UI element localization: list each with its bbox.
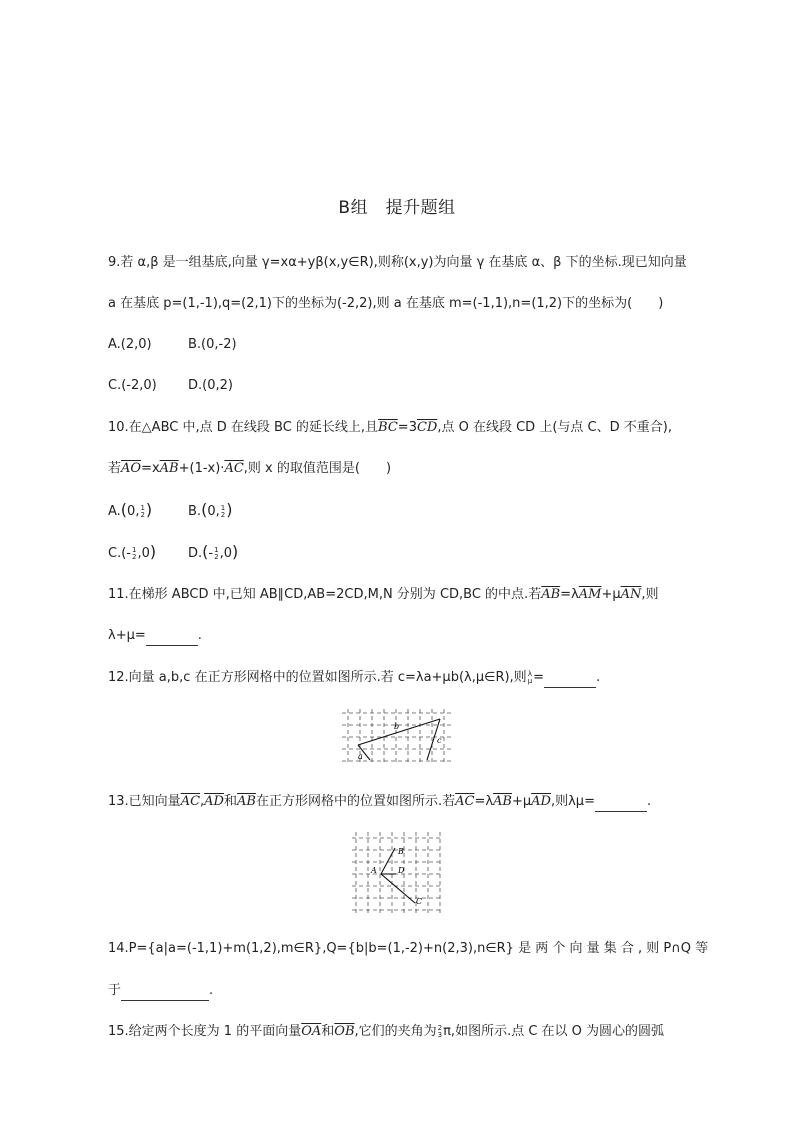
q10-text: +(1-x)· <box>178 461 225 476</box>
q10-options-row2 <box>108 543 268 563</box>
q14-text: 于 <box>108 983 122 998</box>
q15-text: 和 <box>321 1024 335 1039</box>
q14-line1: 14.P={a|a=(-1,1)+m(1,2),m∈R},Q={b|b=(1,-2)+n(2,3),n∈R} 是 两 个 向 量 集 合 , 则 P∩Q 等 <box>108 941 709 956</box>
q10-text: ,则 x 的取值范围是( ) <box>243 461 392 476</box>
fraction <box>214 547 218 561</box>
minus: - <box>126 546 131 561</box>
paren: ( <box>201 500 208 519</box>
paren: ( <box>120 500 128 519</box>
q9-option-b: B.(0,-2) <box>188 337 237 352</box>
label-B: B <box>398 847 404 856</box>
section-title: B组 提升题组 <box>338 198 456 218</box>
q11-text: =λ <box>560 587 579 602</box>
q9-line1: 9.若 α,β 是一组基底,向量 γ=xα+yβ(x,y∈R),则称(x,y)为向量 γ 在基底 α、β 下的坐标.现已知向量 <box>108 255 687 270</box>
q13-text: ,则λμ= <box>550 794 595 809</box>
label-D: D <box>398 866 405 875</box>
q14-line2 <box>108 982 213 1001</box>
paren: ) <box>226 500 233 519</box>
vector-ab: $\overline{AB}$ <box>541 587 561 602</box>
q12-grid-figure <box>340 705 455 767</box>
numerator: 1 <box>214 545 219 554</box>
q14-text: . <box>209 983 214 998</box>
q11-line2 <box>108 627 202 646</box>
q10-text: ,点 O 在线段 CD 上(与点 C、D 不重合), <box>437 420 672 435</box>
label-c: c <box>437 736 442 745</box>
answer-blank <box>595 793 647 812</box>
q10-text: 10.在△ABC 中,点 D 在线段 BC 的延长线上,且 <box>108 420 379 435</box>
paren: ) <box>231 542 239 561</box>
q10-options-row1 <box>108 501 268 521</box>
vector-an: $\overline{AN}$ <box>620 587 642 602</box>
q11-text: +μ <box>601 587 621 602</box>
q10-option-b <box>188 501 268 521</box>
numerator: λ <box>527 669 532 678</box>
vector-ab: $\overline{AB}$ <box>493 794 512 809</box>
paren: ( <box>121 546 127 561</box>
vector-ac: $\overline{AC}$ <box>455 794 475 809</box>
vector-ab: $\overline{AB}$ <box>159 461 179 476</box>
numerator: 1 <box>140 503 145 512</box>
numerator: 1 <box>220 503 226 512</box>
paren: ) <box>149 542 157 561</box>
answer-blank <box>544 669 596 688</box>
fraction-two-thirds <box>438 1025 442 1039</box>
fraction <box>132 547 136 561</box>
answer-blank <box>121 982 209 1001</box>
vector-ao: $\overline{AO}$ <box>121 461 142 476</box>
interval-zero: 0, <box>127 504 140 519</box>
q11-text: 11.在梯形 ABCD 中,已知 AB∥CD,AB=2CD,M,N 分别为 CD,BC 的中点.若 <box>108 587 542 602</box>
label-A: A <box>371 866 377 875</box>
interval-zero: 0, <box>207 504 220 519</box>
q10-text: =x <box>141 461 160 476</box>
vector-bc: $\overline{BC}$ <box>378 420 398 435</box>
numerator: 2 <box>437 1023 443 1032</box>
q9-option-d: D.(0,2) <box>188 378 233 393</box>
denominator: μ <box>527 676 533 685</box>
q13-grid-figure <box>350 830 444 918</box>
q13-text: 13.已知向量 <box>108 794 181 809</box>
paren: ) <box>145 500 153 519</box>
q15-line <box>108 1023 664 1041</box>
vector-ab: $\overline{AB}$ <box>237 794 256 809</box>
q12-text: = <box>533 670 545 685</box>
denominator: 2 <box>220 510 226 519</box>
fraction-lambda-mu <box>528 671 532 685</box>
q10-text: =3 <box>397 420 417 435</box>
q9-options-row1 <box>108 336 268 354</box>
q12-text: . <box>596 670 601 685</box>
fraction <box>140 505 144 519</box>
vector-ac: $\overline{AC}$ <box>224 461 244 476</box>
q13-text: 和 <box>223 794 237 809</box>
option-letter: B. <box>188 504 202 519</box>
q11-line1 <box>108 586 659 604</box>
fraction <box>221 505 225 519</box>
denominator: 2 <box>140 510 145 519</box>
vector-ad: $\overline{AD}$ <box>531 794 551 809</box>
q12-line <box>108 669 600 688</box>
answer-blank <box>146 627 198 646</box>
label-a: a <box>358 752 363 761</box>
q10-option-a <box>108 501 188 521</box>
vector-ad: $\overline{AD}$ <box>204 794 224 809</box>
interval-zero: ,0 <box>137 546 150 561</box>
vector-ob: $\overline{OB}$ <box>334 1024 355 1039</box>
q13-text: , <box>200 794 205 809</box>
q15-text: 15.给定两个长度为 1 的平面向量 <box>108 1024 302 1039</box>
q15-text: ,它们的夹角为 <box>354 1024 437 1039</box>
vector-cd: $\overline{CD}$ <box>416 420 438 435</box>
vector-ab-line <box>381 848 395 874</box>
q10-line2 <box>108 460 391 478</box>
q10-line1 <box>108 419 672 437</box>
interval-zero: ,0 <box>219 546 232 561</box>
q9-option-c: C.(-2,0) <box>108 378 157 393</box>
q13-text: 在正方形网格中的位置如图所示.若 <box>255 794 456 809</box>
q11-text: . <box>197 628 202 643</box>
option-letter: D. <box>188 546 203 561</box>
grid-lines <box>352 832 442 916</box>
q10-option-c <box>108 543 188 563</box>
paren: ( <box>202 542 209 561</box>
q11-text: ,则 <box>641 587 659 602</box>
vector-oa: $\overline{OA}$ <box>301 1024 322 1039</box>
minus: - <box>208 546 214 561</box>
q9-options-row2 <box>108 377 268 395</box>
q13-text: +μ <box>511 794 532 809</box>
label-C: C <box>416 897 423 906</box>
vector-ac-line <box>381 874 415 903</box>
q12-text: 12.向量 a,b,c 在正方形网格中的位置如图所示.若 c=λa+μb(λ,μ∈R),则 <box>108 670 527 685</box>
q13-line <box>108 793 651 812</box>
q13-text: =λ <box>474 794 494 809</box>
option-letter: C. <box>108 546 122 561</box>
denominator: 2 <box>214 552 219 561</box>
q10-option-d <box>188 543 268 563</box>
q13-text: . <box>646 794 652 809</box>
q15-text: π,如图所示.点 C 在以 O 为圆心的圆弧 <box>443 1024 665 1039</box>
q10-text: 若 <box>108 461 122 476</box>
denominator: 2 <box>132 552 137 561</box>
numerator: 1 <box>132 545 137 554</box>
q9-line2: a 在基底 p=(1,-1),q=(2,1)下的坐标为(-2,2),则 a 在基底 m=(-1,1),n=(1,2)下的坐标为( ) <box>108 296 664 311</box>
vector-ac: $\overline{AC}$ <box>180 794 201 809</box>
q11-text: λ+μ= <box>108 628 146 643</box>
vector-am: $\overline{AM}$ <box>578 587 602 602</box>
label-b: b <box>394 722 400 731</box>
q9-option-a: A.(2,0) <box>108 337 152 352</box>
option-letter: A. <box>108 504 121 519</box>
denominator: 3 <box>437 1030 443 1039</box>
